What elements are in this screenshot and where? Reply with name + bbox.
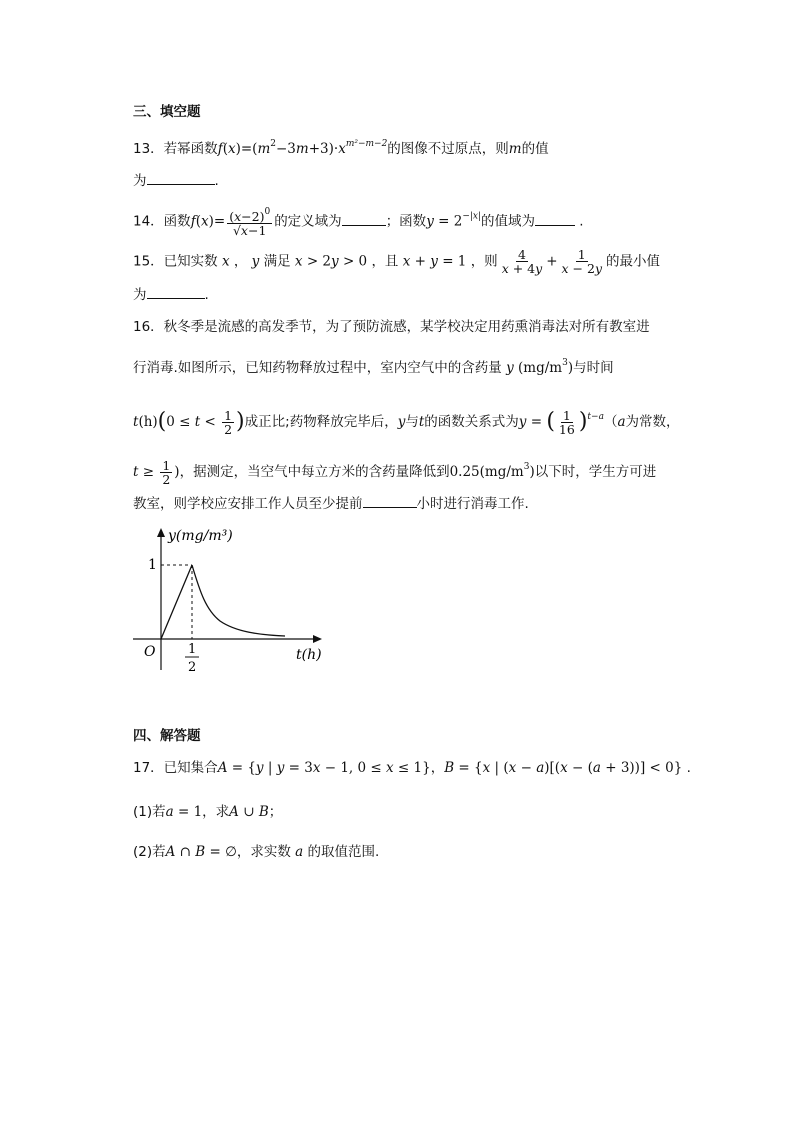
q14-blank-2[interactable] <box>535 213 575 226</box>
q14-end: 的值域为 <box>481 213 536 230</box>
q13-end: 的值 <box>521 141 549 157</box>
question-16-line4: t ≥ $\frac{1}{2}$ )，据测定，当空气中每立方米的含药量降低到$0.25(mg/m^3)$以下时，学生方可进 <box>133 457 657 487</box>
y-axis-label: y(mg/m³) <box>168 528 233 544</box>
q13-suffix: 的图像不过原点，则 <box>387 141 509 157</box>
q17-part1-b: ，求 <box>202 804 230 820</box>
y-axis-arrow <box>157 528 165 537</box>
q14-fraction: $\frac{(x-2)^0}{√x-1}$ <box>229 207 271 238</box>
q15-answer-blank[interactable] <box>147 286 205 299</box>
q16-line2-b: 与时间 <box>573 360 614 376</box>
q16-line4-b: 以下时，学生方可进 <box>534 464 657 480</box>
q16-line2-a: 行消毒.如图所示，已知药物释放过程中，室内空气中的含药量 <box>133 360 502 376</box>
q16-answer-blank[interactable] <box>363 495 417 508</box>
question-15-line1: 15．已知实数 x ， y 满足 x > 2y > 0 ，且 x + y = 1 ，则 $\frac{4}{x + 4y}$ + $\frac{1}{x - 2y}$ 的最小值 <box>133 247 660 276</box>
q13-prefix: 13．若幂函数 <box>133 141 218 157</box>
q17-prefix: 17．已知集合 <box>133 760 218 776</box>
y-tick-label: 1 <box>148 557 157 573</box>
q16-line3-d: 为常数， <box>625 414 680 430</box>
q15-then: ，则 <box>470 253 498 270</box>
question-16-line2: 行消毒.如图所示，已知药物释放过程中，室内空气中的含药量 y $(mg/m^3)$与时间 <box>133 358 614 376</box>
q17-part2-c: 的取值范围. <box>307 844 380 860</box>
q17-part2-b: ，求实数 <box>236 844 291 860</box>
q16-line5-text: 教室，则学校应安排工作人员至少提前 <box>133 496 363 512</box>
x-axis-arrow <box>313 635 322 643</box>
q14-blank-1[interactable] <box>342 213 386 226</box>
x-tick-numerator: 1 <box>188 642 197 657</box>
q17-part1-a: (1)若 <box>133 804 166 820</box>
x-tick-denominator: 2 <box>188 660 197 675</box>
decay-curve <box>192 565 285 636</box>
q14-mid: 的定义域为 <box>274 213 342 230</box>
question-16-line1: 16．秋冬季是流感的高发季节，为了预防流感，某学校决定用药熏消毒法对所有教室进 <box>133 319 650 335</box>
q15-end: 的最小值 <box>606 253 660 270</box>
q13-line2-text: 为 <box>133 173 147 189</box>
q17-mid: ， <box>430 760 445 776</box>
section-4-title: 四、解答题 <box>133 728 201 744</box>
q15-cond1: 满足 <box>263 253 291 270</box>
section-3-title: 三、填空题 <box>133 104 201 120</box>
x-axis-label: t(h) <box>296 647 322 663</box>
q15-fraction-1: $\frac{4}{x + 4y}$ <box>501 247 543 276</box>
question-17-part-2: (2)若A ∩ B = ∅，求实数 a 的取值范围. <box>133 844 380 860</box>
q17-part2-a: (2)若 <box>133 844 166 860</box>
question-16-line3: t(h)(0 ≤ t < $\frac{1}{2}$ )成正比;药物释放完毕后，y与t的函数关系式为y = ( $\frac{1}{16}$ )$^{t-a}$（a为常数， <box>133 407 680 437</box>
question-17-part-1: (1)若a = 1，求A ∪ B； <box>133 804 283 820</box>
q14-mid2: ；函数 <box>385 213 427 230</box>
q14-prefix: 14．函数 <box>133 213 191 230</box>
q13-formula: f <box>217 141 223 157</box>
q17-part1-c: ； <box>268 804 283 820</box>
question-13-line1: 13．若幂函数$f(x)=(m^2-3m+3)\cdot x^{m^2-m-2}$的图像不过原点，则m的值 <box>133 139 549 157</box>
q15-line2-text: 为 <box>133 287 147 303</box>
q16-line5-end: 小时进行消毒工作. <box>416 496 529 512</box>
drug-concentration-graph <box>128 522 328 682</box>
rising-line <box>161 565 192 639</box>
q13-answer-blank[interactable] <box>147 172 215 185</box>
q16-line3-a: 成正比;药物释放完毕后， <box>244 414 398 430</box>
q16-line3-b: 与 <box>405 414 419 430</box>
question-17: 17．已知集合A = {y | y = 3x − 1, 0 ≤ x ≤ 1}，B = {x | (x − a)[(x − (a + 3))] < 0} . <box>133 760 691 776</box>
question-16-line5 <box>133 495 529 513</box>
q15-cond2: ，且 <box>371 253 399 270</box>
origin-label: O <box>144 644 156 660</box>
q15-fraction-2: $\frac{1}{x - 2y}$ <box>561 247 602 276</box>
question-14: 14．函数f(x)= $\frac{(x-2)^0}{√x-1}$ 的定义域为 ；函数$y = 2^{-|x|}$的值域为 . <box>133 207 584 238</box>
q16-line3-c: 的函数关系式为 <box>424 414 519 430</box>
q16-line4-a: ，据测定，当空气中每立方米的含药量降低到 <box>179 464 450 480</box>
q15-prefix: 15．已知实数 <box>133 253 218 270</box>
question-15-line2: 为 . <box>133 287 209 303</box>
question-13-line2: 为 . <box>133 173 219 189</box>
